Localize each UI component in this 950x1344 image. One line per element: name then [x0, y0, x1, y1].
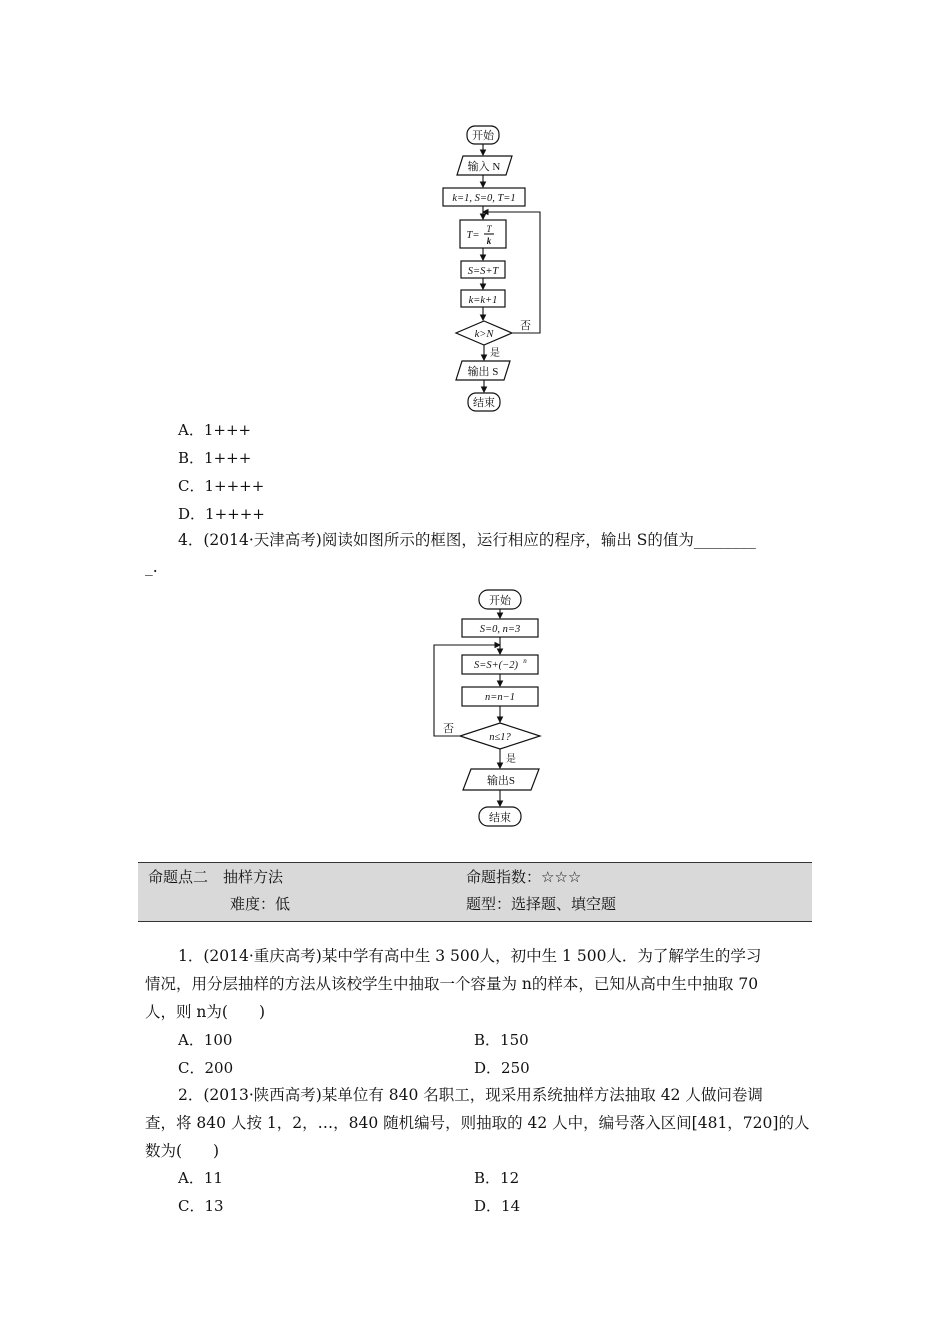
condition-text: k>N	[474, 329, 494, 340]
q1-line3: 人，则 n为( )	[145, 1003, 266, 1021]
s-update-text: S=S+T	[467, 266, 499, 277]
q1-line1: 1．(2014·重庆高考)某中学有高中生 3 500人，初中生 1 500人．为了解学生的学习	[178, 947, 762, 965]
n-update-text-2: n=n−1	[485, 692, 515, 703]
q2-line3: 数为( )	[145, 1142, 220, 1160]
condition-text-2: n≤1?	[489, 732, 511, 743]
yes-label-2: 是	[506, 754, 516, 765]
output-text: 输出 S	[467, 366, 499, 378]
init-text-2: S=0, n=3	[479, 624, 521, 635]
q2-line1: 2．(2013·陕西高考)某单位有 840 名职工，现采用系统抽样方法抽取 42 人做问卷调	[178, 1086, 763, 1104]
q2-line2: 查，将 840 人按 1，2，…，840 随机编号，则抽取的 42 人中，编号落入区间[481，720]的人	[145, 1114, 810, 1132]
q1-option-a: A．100	[178, 1031, 233, 1049]
q1-option-c: C．200	[178, 1059, 234, 1077]
q3-option-b: B．1+++	[178, 449, 252, 467]
no-label-2: 否	[443, 723, 454, 735]
flowchart-1	[430, 120, 560, 420]
start-text-2: 开始	[489, 595, 511, 607]
qtype-label: 题型：选择题、填空题	[466, 895, 617, 913]
no-label: 否	[520, 320, 531, 332]
end-text: 结束	[473, 397, 495, 409]
t-numer: T	[486, 224, 492, 234]
q2-option-c: C．13	[178, 1197, 224, 1215]
t-denom: k	[486, 236, 492, 246]
q1-option-d: D．250	[474, 1059, 530, 1077]
q4-line2: _.	[145, 558, 158, 576]
q2-option-b: B．12	[474, 1169, 520, 1187]
yes-label: 是	[490, 348, 500, 359]
init-text: k=1, S=0, T=1	[452, 193, 516, 204]
q3-option-c: C．1++++	[178, 477, 265, 495]
input-text: 输入 N	[467, 161, 501, 173]
q3-option-a: A．1+++	[178, 421, 252, 439]
k-update-text: k=k+1	[468, 295, 498, 306]
output-text-2: 输出S	[486, 775, 516, 787]
q1-line2: 情况，用分层抽样的方法从该校学生中抽取一个容量为 n的样本，已知从高中生中抽取 70	[145, 975, 759, 993]
s-update-text-2: S=S+(−2)	[474, 660, 518, 671]
s-update-exp-2: n	[523, 657, 527, 665]
t-lhs: T=	[466, 230, 480, 241]
index-label: 命题指数：☆☆☆	[466, 868, 582, 886]
topic-header-band	[138, 862, 812, 922]
topic-title: 命题点二 抽样方法	[148, 868, 284, 886]
q4-line1: 4．(2014·天津高考)阅读如图所示的框图，运行相应的程序，输出 S的值为________	[178, 531, 756, 549]
start-text: 开始	[472, 130, 494, 142]
q2-option-a: A．11	[178, 1169, 223, 1187]
end-text-2: 结束	[489, 812, 511, 824]
q2-option-d: D．14	[474, 1197, 521, 1215]
flowchart-2	[425, 585, 575, 835]
difficulty-label: 难度：低	[230, 895, 291, 913]
q3-option-d: D．1++++	[178, 505, 265, 523]
q1-option-b: B．150	[474, 1031, 529, 1049]
